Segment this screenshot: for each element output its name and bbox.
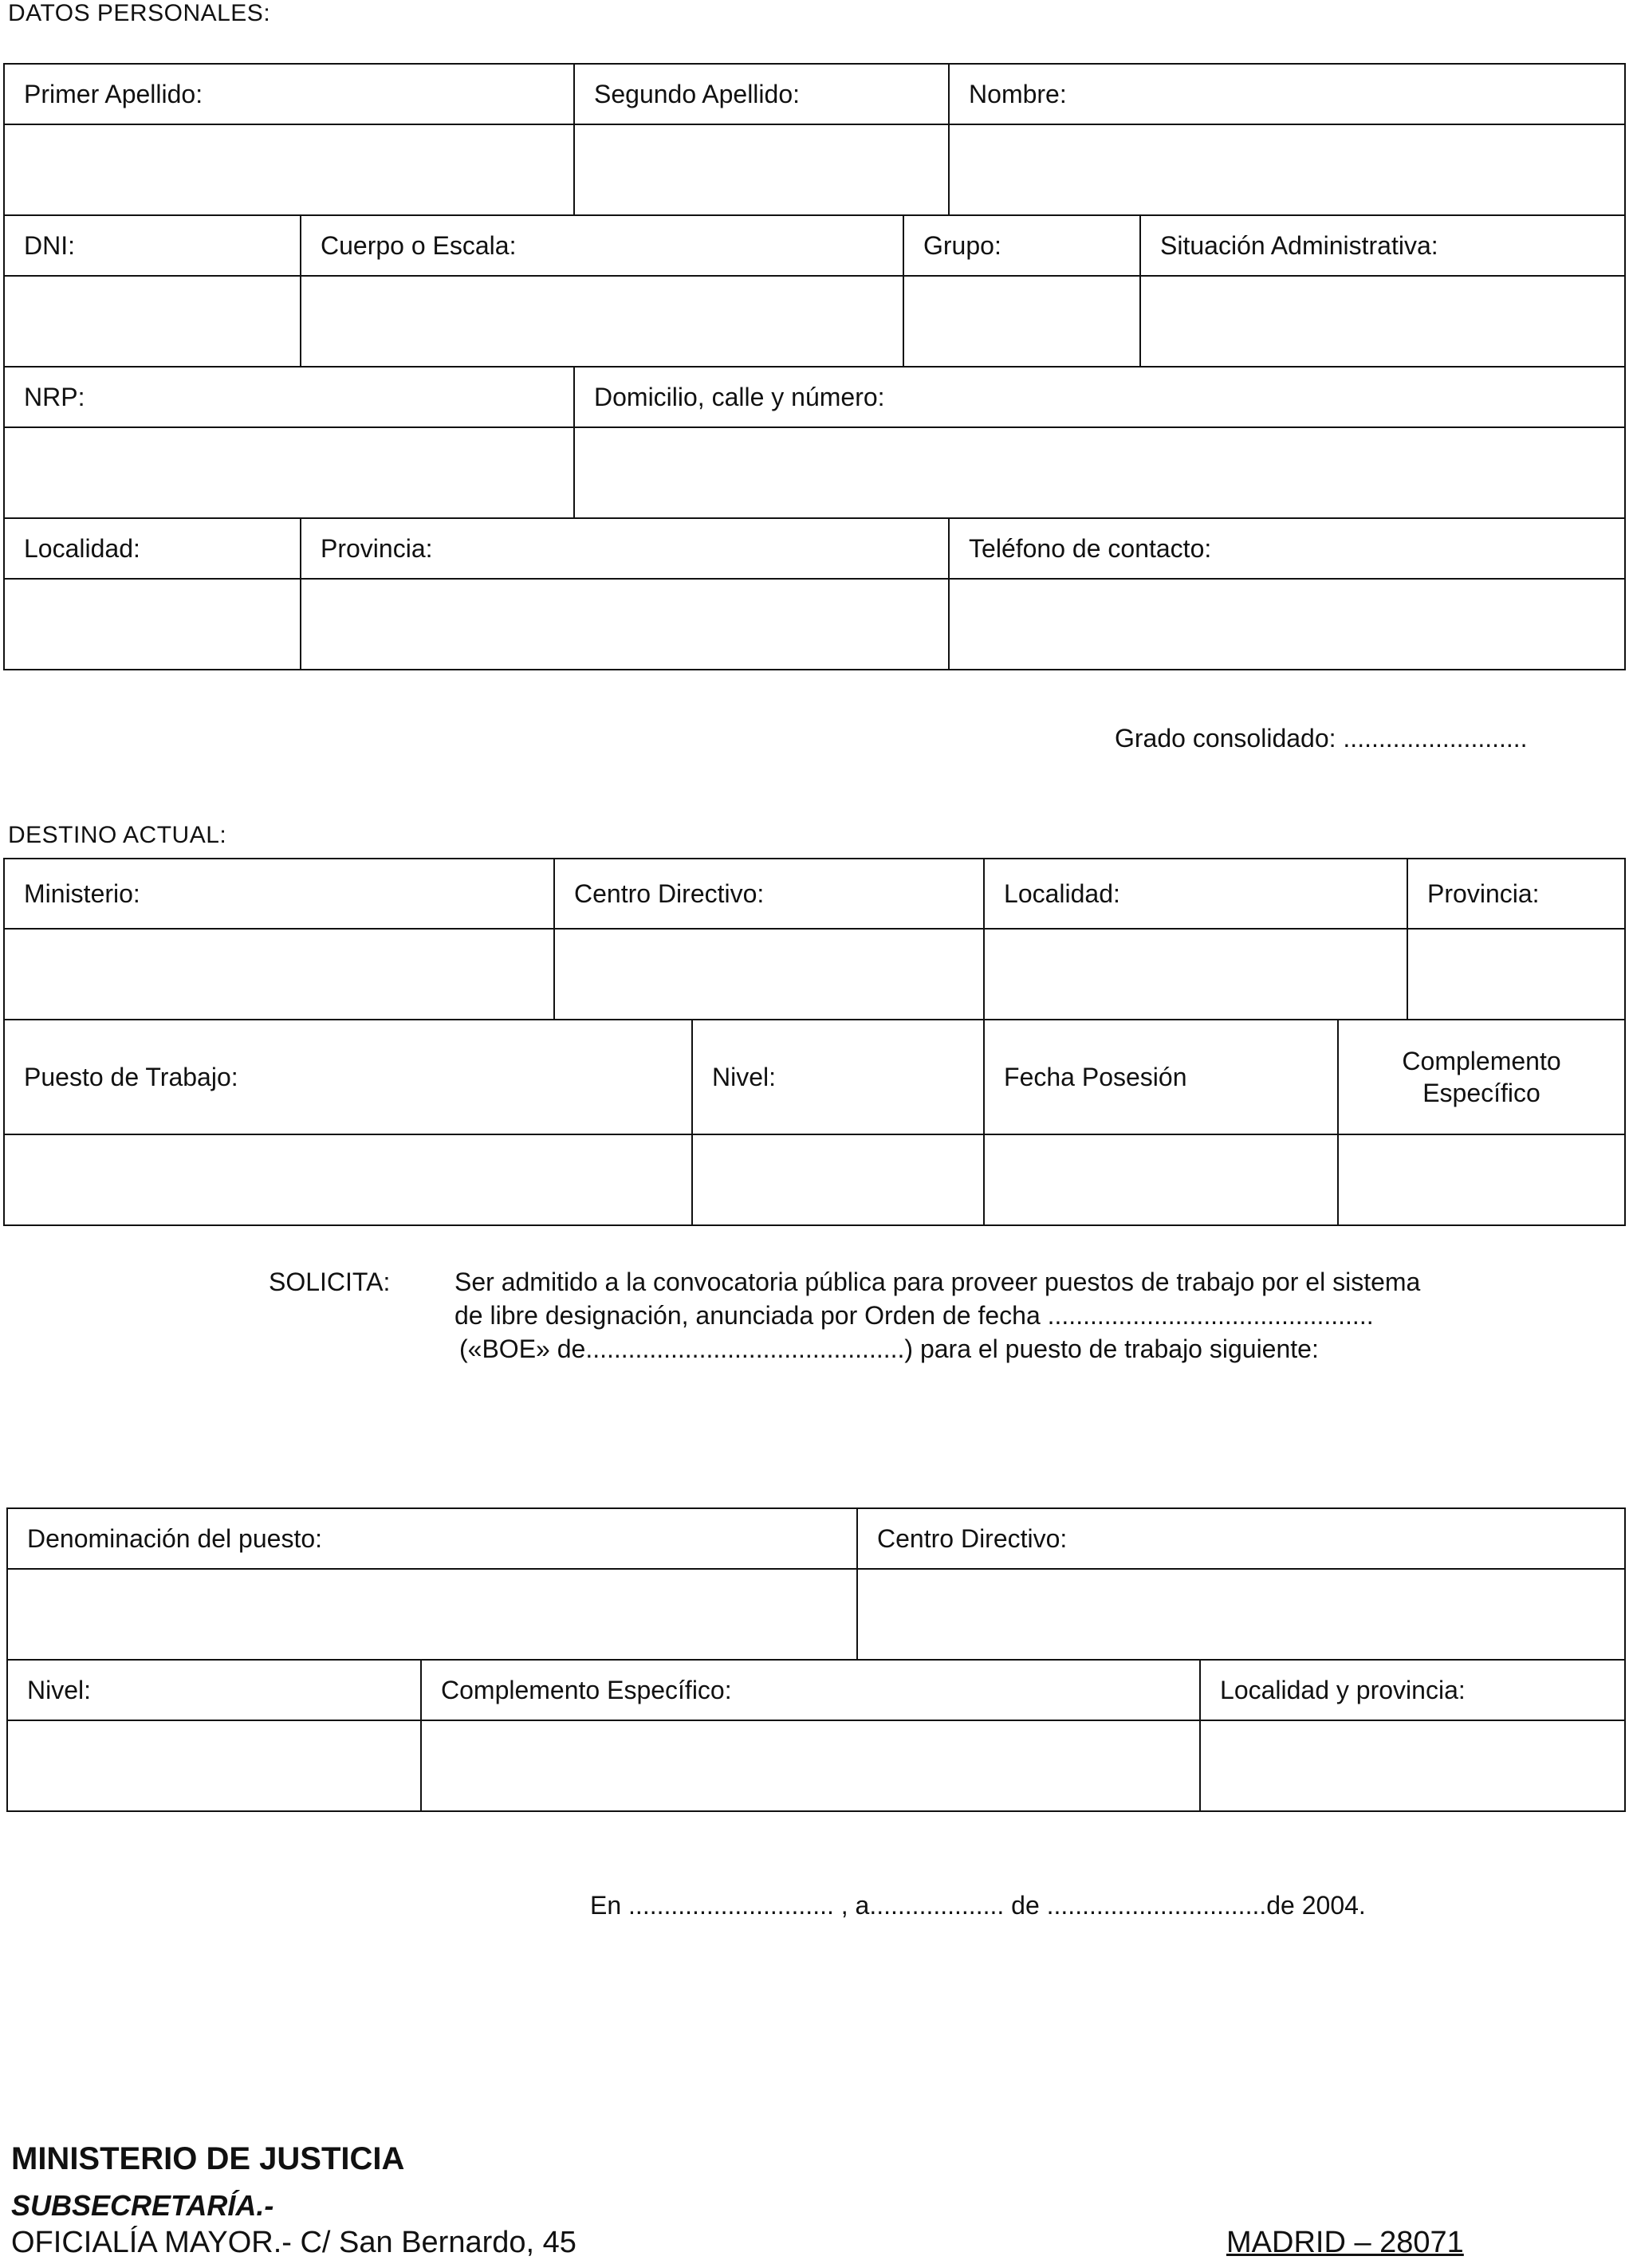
solicita-line-1: Ser admitido a la convocatoria pública para proveer puestos de trabajo por el sistema [454,1268,1421,1296]
complemento-especifico-label: Complemento Específico [1338,1020,1625,1134]
complemento-especifico-solicitado-label: Complemento Específico: [421,1660,1200,1720]
centro-directivo-solicitado-field[interactable] [857,1569,1625,1660]
nrp-field[interactable] [4,427,574,518]
nombre-label: Nombre: [949,64,1625,124]
dni-label: DNI: [4,215,301,276]
denominacion-puesto-field[interactable] [7,1569,857,1660]
situacion-administrativa-field[interactable] [1140,276,1625,367]
solicita-line-3: («BOE» de.............................................) para el puesto de trabajo siguiente: [459,1334,1319,1363]
footer-oficialia: OFICIALÍA MAYOR.- C/ San Bernardo, 45 [11,2226,576,2259]
provincia-destino-label: Provincia: [1407,859,1625,929]
destino-actual-table [3,858,1626,1226]
localidad-destino-field[interactable] [984,929,1407,1020]
centro-directivo-solicitado-label: Centro Directivo: [857,1508,1625,1569]
nivel-destino-label: Nivel: [692,1020,984,1134]
nombre-field[interactable] [949,124,1625,215]
localidad-provincia-field[interactable] [1200,1720,1625,1811]
section-title-datos-personales: DATOS PERSONALES: [8,0,271,26]
solicita-label: SOLICITA: [269,1268,391,1296]
nivel-solicitado-label: Nivel: [7,1660,421,1720]
cuerpo-escala-field[interactable] [301,276,903,367]
situacion-administrativa-label: Situación Administrativa: [1140,215,1625,276]
telefono-label: Teléfono de contacto: [949,518,1625,579]
grupo-field[interactable] [903,276,1140,367]
segundo-apellido-field[interactable] [574,124,949,215]
localidad-provincia-label: Localidad y provincia: [1200,1660,1625,1720]
puesto-trabajo-label: Puesto de Trabajo: [4,1020,692,1134]
ministerio-field[interactable] [4,929,554,1020]
puesto-trabajo-field[interactable] [4,1134,692,1225]
fecha-posesion-field[interactable] [984,1134,1338,1225]
provincia-label: Provincia: [301,518,949,579]
cuerpo-escala-label: Cuerpo o Escala: [301,215,903,276]
centro-directivo-label: Centro Directivo: [554,859,984,929]
nrp-label: NRP: [4,367,574,427]
provincia-destino-field[interactable] [1407,929,1625,1020]
segundo-apellido-label: Segundo Apellido: [574,64,949,124]
centro-directivo-field[interactable] [554,929,984,1020]
footer-ciudad: MADRID – 28071 [1226,2226,1464,2259]
domicilio-field[interactable] [574,427,1625,518]
puesto-solicitado-table [6,1507,1626,1812]
grupo-label: Grupo: [903,215,1140,276]
section-title-destino-actual: DESTINO ACTUAL: [8,822,227,848]
nivel-destino-field[interactable] [692,1134,984,1225]
fecha-posesion-label: Fecha Posesión [984,1020,1338,1134]
footer-ministerio: MINISTERIO DE JUSTICIA [11,2141,405,2176]
primer-apellido-field[interactable] [4,124,574,215]
provincia-field[interactable] [301,579,949,670]
telefono-field[interactable] [949,579,1625,670]
domicilio-label: Domicilio, calle y número: [574,367,1625,427]
complemento-especifico-field[interactable] [1338,1134,1625,1225]
fecha-linea: En ............................. , a................... de ...............................de 2004. [590,1891,1366,1920]
footer-subsecretaria: SUBSECRETARÍA.- [11,2189,274,2222]
localidad-destino-label: Localidad: [984,859,1407,929]
localidad-label: Localidad: [4,518,301,579]
localidad-field[interactable] [4,579,301,670]
nivel-solicitado-field[interactable] [7,1720,421,1811]
denominacion-puesto-label: Denominación del puesto: [7,1508,857,1569]
ministerio-label: Ministerio: [4,859,554,929]
primer-apellido-label: Primer Apellido: [4,64,574,124]
datos-personales-table [3,63,1626,670]
complemento-especifico-solicitado-field[interactable] [421,1720,1200,1811]
dni-field[interactable] [4,276,301,367]
solicita-line-2: de libre designación, anunciada por Orden de fecha .............................................. [454,1301,1374,1330]
grado-consolidado: Grado consolidado: .......................... [1115,724,1528,753]
